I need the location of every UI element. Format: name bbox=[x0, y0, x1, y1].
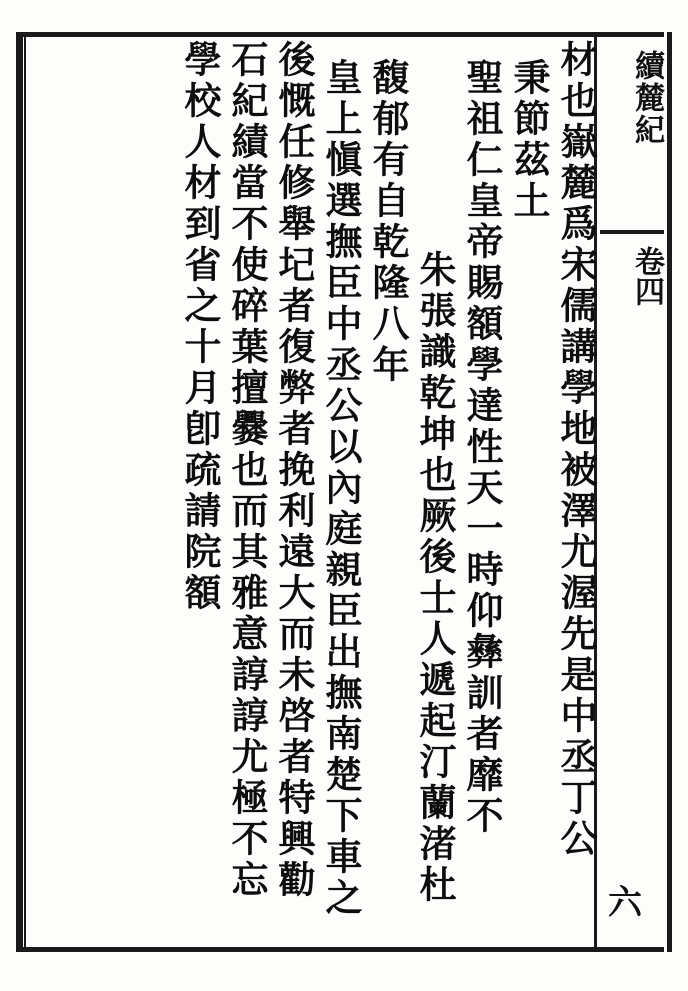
text-column-3: 聖祖仁皇帝賜額學達性天一時仰彝訓者靡不 bbox=[460, 58, 504, 837]
spine-title: 續麓紀 bbox=[629, 50, 664, 146]
spine-divider bbox=[600, 230, 664, 234]
text-column-9: 學校人材到省之十月卽疏請院額 bbox=[178, 40, 222, 614]
page-frame-inner-rule bbox=[24, 32, 26, 952]
text-column-1: 材也嶽麓爲宋儒講學地被澤尤渥先是中丞丁公 bbox=[554, 40, 598, 860]
spine-volume: 卷四 bbox=[629, 246, 664, 306]
text-column-7: 後慨任修舉圮者復弊者挽利遠大而未啓者特興勸 bbox=[272, 40, 316, 901]
text-column-4: 朱張識乾坤也厥後士人遞起汀蘭渚杜 bbox=[413, 250, 457, 906]
page-spine bbox=[594, 32, 672, 952]
spine-rule-right bbox=[667, 32, 672, 952]
text-column-5: 馥郁有自乾隆八年 bbox=[366, 58, 410, 386]
text-column-2: 秉節茲土 bbox=[507, 58, 551, 222]
main-text-area bbox=[34, 40, 598, 942]
spine-page-mark: 六 bbox=[608, 883, 642, 923]
text-column-6: 皇上愼選撫臣中丞公以內庭親臣出撫南楚下車之 bbox=[319, 58, 363, 919]
text-column-8: 石紀績當不使碎葉擅爨也而其雅意諄諄尤極不忘 bbox=[225, 40, 269, 901]
